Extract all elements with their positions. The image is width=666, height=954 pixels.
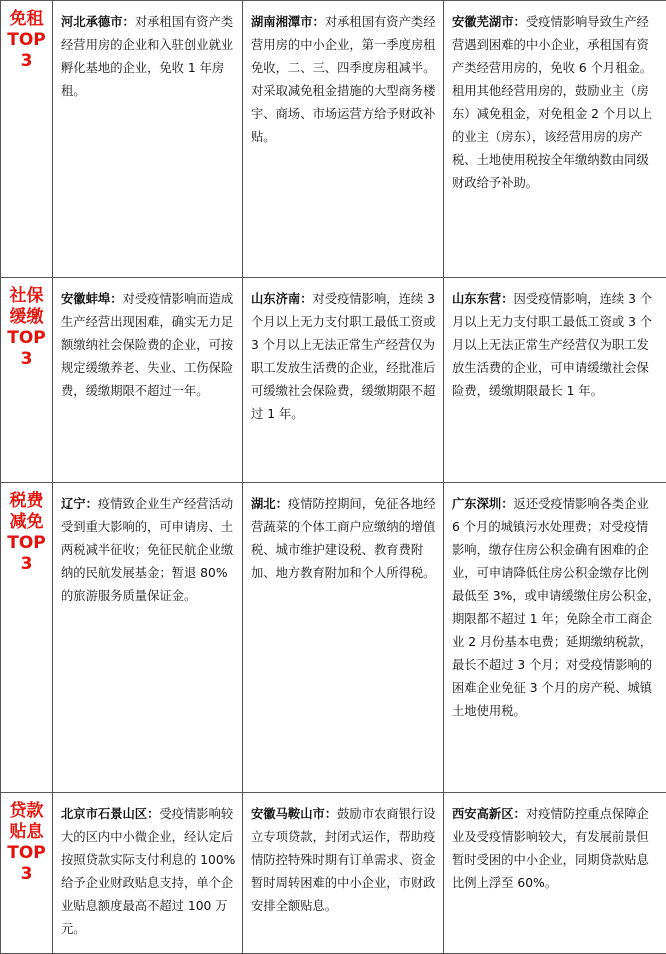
policy-text: 疫情防控期间，免征各地经营蔬菜的个体工商户应缴纳的增值税、城市维护建设税、教育费附加、地方教育附加和个人所得税。 [251,497,436,580]
city-name: 广东深圳 [452,497,501,511]
category-label-rent-free: 免租 TOP 3 [1,1,53,278]
policy-cell: 湖南湘潭市：对承租国有资产类经营用房的中小企业，第一季度房租免收，二、三、四季度房租减半。对采取减免租金措施的大型商务楼宇、商场、市场运营方给予财政补贴。 [243,1,444,278]
policy-text: 受疫情影响导致生产经营遇到困难的中小企业，承租国有资产类经营用房的，免收 6 个月租金。租用其他经营用房的，鼓励业主（房东）减免租金，对免租金 2 个月以上的业主（房东），该经营用房的房产税、土地使用税按全年缴纳数由同级财政给予补助。 [452,15,652,190]
city-name: 辽宁 [61,497,86,511]
policy-cell: 安徽马鞍山市：鼓励市农商银行设立专项贷款，封闭式运作，帮助疫情防控特殊时期有订单需求、资金暂时周转困难的中小企业，市财政安排全额贴息。 [243,793,444,954]
table-row-rent-free [1,1,666,278]
table-row-tax-relief [1,483,666,793]
policy-cell: 广东深圳：返还受疫情影响各类企业 6 个月的城镇污水处理费；对受疫情影响，缴存住房公积金确有困难的企业，可申请降低住房公积金缴存比例最低至 3%，或申请缓缴住房公积金，期限都不超过 1 年；免除全市工商企业 2 月份基本电费；延期缴纳税款，最长不超过 3 个月；对受疫情影响的困难企业免征 3 个月的房产税、城镇土地使用税。 [444,483,666,793]
city-name: 安徽芜湖市 [452,15,514,29]
policy-text: 受疫情影响较大的区内中小微企业，经认定后按照贷款实际支付利息的 100% 给予企业财政贴息支持，单个企业贴息额度最高不超过 100 万元。 [61,807,235,936]
policy-cell: 河北承德市：对承租国有资产类经营用房的企业和入驻创业就业孵化基地的企业，免收 1 年房租。 [53,1,243,278]
policy-cell: 山东东营：因受疫情影响，连续 3 个月以上无力支付职工最低工资或 3 个月以上无法正常生产经营仅为职工发放生活费的企业，可申请缓缴社会保险费，缓缴期限最长 1 年。 [444,278,666,483]
city-name: 安徽马鞍山市 [251,807,325,821]
table-row-social-security [1,278,666,483]
category-label-loan-subsidy: 贷款 贴息 TOP 3 [1,793,53,954]
city-name: 安徽蚌埠 [61,292,110,306]
policy-text: 鼓励市农商银行设立专项贷款，封闭式运作，帮助疫情防控特殊时期有订单需求、资金暂时周转困难的中小企业，市财政安排全额贴息。 [251,807,436,913]
policy-text: 对疫情防控重点保障企业及受疫情影响较大，有发展前景但暂时受困的中小企业，同期贷款贴息比例上浮至 60%。 [452,807,649,890]
policy-text: 对受疫情影响，连续 3 个月以上无力支付职工最低工资或 3 个月以上无法正常生产经营仅为职工发放生活费的企业，经批准后可缓缴社会保险费，缓缴期限不超过 1 年。 [251,292,435,421]
policy-cell: 西安高新区：对疫情防控重点保障企业及受疫情影响较大，有发展前景但暂时受困的中小企业，同期贷款贴息比例上浮至 60%。 [444,793,666,954]
policy-cell: 安徽芜湖市：受疫情影响导致生产经营遇到困难的中小企业，承租国有资产类经营用房的，免收 6 个月租金。租用其他经营用房的，鼓励业主（房东）减免租金，对免租金 2 个月以上的业主（房东），该经营用房的房产税、土地使用税按全年缴纳数由同级财政给予补助。 [444,1,666,278]
city-name: 河北承德市 [61,15,123,29]
city-name: 山东济南 [251,292,300,306]
policy-text: 疫情致企业生产经营活动受到重大影响的，可申请房、土两税减半征收；免征民航企业缴纳的民航发展基金；暂退 80% 的旅游服务质量保证金。 [61,497,233,603]
policy-cell: 山东济南：对受疫情影响，连续 3 个月以上无力支付职工最低工资或 3 个月以上无法正常生产经营仅为职工发放生活费的企业，经批准后可缓缴社会保险费，缓缴期限不超过 1 年。 [243,278,444,483]
policy-cell: 安徽蚌埠：对受疫情影响而造成生产经营出现困难，确实无力足额缴纳社会保险费的企业，可按规定缓缴养老、失业、工伤保险费，缓缴期限不超过一年。 [53,278,243,483]
table-row-loan-subsidy [1,793,666,954]
category-label-social-security: 社保 缓缴 TOP 3 [1,278,53,483]
city-name: 湖南湘潭市 [251,15,313,29]
policy-text: 因受疫情影响，连续 3 个月以上无力支付职工最低工资或 3 个月以上无法正常生产经营仅为职工发放生活费的企业，可申请缓缴社会保险费，缓缴期限最长 1 年。 [452,292,652,398]
policy-cell: 北京市石景山区：受疫情影响较大的区内中小微企业，经认定后按照贷款实际支付利息的 100% 给予企业财政贴息支持，单个企业贴息额度最高不超过 100 万元。 [53,793,243,954]
policy-text: 对承租国有资产类经营用房的中小企业，第一季度房租免收，二、三、四季度房租减半。对采取减免租金措施的大型商务楼宇、商场、市场运营方给予财政补贴。 [251,15,436,144]
policy-cell: 辽宁：疫情致企业生产经营活动受到重大影响的，可申请房、土两税减半征收；免征民航企业缴纳的民航发展基金；暂退 80% 的旅游服务质量保证金。 [53,483,243,793]
policy-text: 对受疫情影响而造成生产经营出现困难，确实无力足额缴纳社会保险费的企业，可按规定缓缴养老、失业、工伤保险费，缓缴期限不超过一年。 [61,292,233,398]
policy-cell: 湖北：疫情防控期间，免征各地经营蔬菜的个体工商户应缴纳的增值税、城市维护建设税、教育费附加、地方教育附加和个人所得税。 [243,483,444,793]
city-name: 西安高新区 [452,807,514,821]
category-label-tax-relief: 税费 减免 TOP 3 [1,483,53,793]
city-name: 湖北 [251,497,276,511]
city-name: 山东东营 [452,292,501,306]
policy-text: 返还受疫情影响各类企业 6 个月的城镇污水处理费；对受疫情影响，缴存住房公积金确有困难的企业，可申请降低住房公积金缴存比例最低至 3%，或申请缓缴住房公积金，期限都不超过 1 年；免除全市工商企业 2 月份基本电费；延期缴纳税款，最长不超过 3 个月；对受疫情影响的困难企业免征 3 个月的房产税、城镇土地使用税。 [452,497,660,718]
policy-text: 对承租国有资产类经营用房的企业和入驻创业就业孵化基地的企业，免收 1 年房租。 [61,15,233,98]
city-name: 北京市石景山区 [61,807,147,821]
